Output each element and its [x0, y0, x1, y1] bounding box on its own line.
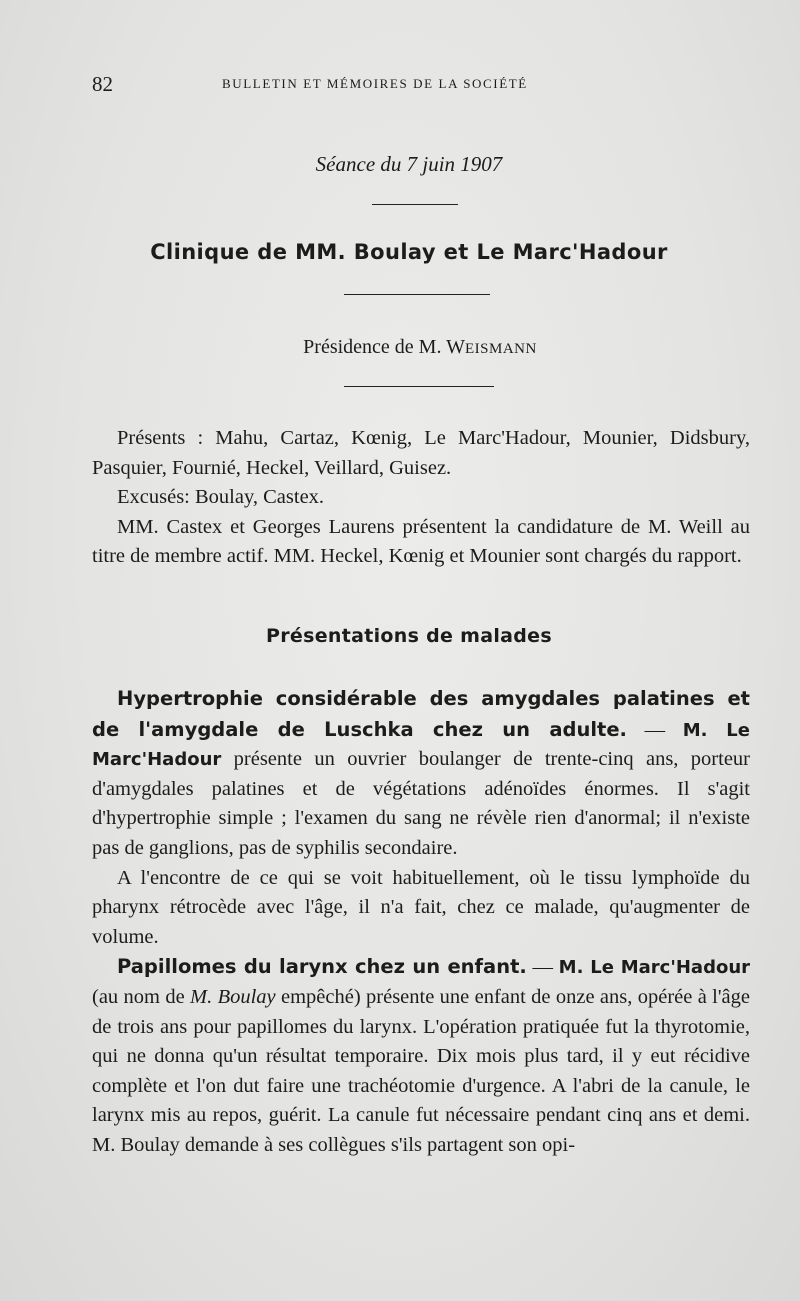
running-head: BULLETIN ET MÉMOIRES DE LA SOCIÉTÉ [222, 76, 528, 91]
case2-title: Papillomes du larynx chez un enfant. [117, 955, 527, 979]
case1-dash: — [626, 718, 683, 741]
page-number: 82 [92, 72, 113, 96]
case2-text-b: empêché) présente une enfant de onze ans, opérée à l'âge de trois ans pour papillomes du larynx. L'opération pratiquée fut la thyrotomie, qui ne donna qu'un résultat temporaire. Dix mois plus tard, il y eut récidive complète et l'on dut faire une trachéotomie d'urgence. A l'abri de la canule, le larynx mis au repos, guérit. La canule fut nécessaire pendant cinq ans et demi. M. Boulay demande à ses collègues s'ils partagent son opi- [92, 985, 750, 1156]
presents-paragraph: Présents : Mahu, Cartaz, Kœnig, Le Marc'Hadour, Mounier, Didsbury, Pasquier, Fournié, Heckel, Veillard, Guisez. [92, 427, 750, 479]
case2-dash: — [526, 956, 559, 979]
case2-presenter: M. Le Marc'Hadour [558, 957, 751, 979]
presidence-line [0, 336, 800, 359]
case2-paragraph [92, 952, 750, 1160]
clinic-title: Clinique de MM. Boulay et Le Marc'Hadour [150, 240, 668, 264]
case2-absent-name: M. Boulay [190, 985, 276, 1008]
case1-text: présente un ouvrier boulanger de trente-cinq ans, porteur d'amygdales palatines et de végétations adénoïdes énormes. Il s'agit d'hypertrophie simple ; l'examen du sang ne révèle rien d'anormal; il n'existe pas de ganglions, pas de syphilis secondaire. [92, 748, 750, 859]
attendance-block [92, 424, 750, 572]
president-name-rest: EISMANN [464, 341, 537, 357]
page-header [92, 72, 652, 98]
divider-rule [372, 204, 458, 205]
section-title: Présentations de malades [266, 625, 552, 647]
case1-paragraph [92, 684, 750, 864]
president-initial: W [446, 336, 465, 358]
case2-text-a: (au nom de [92, 985, 191, 1008]
divider-rule [344, 294, 490, 295]
case1-title: Hypertrophie considérable des amygdales palatines et de l'amygdale de Luschka chez un adulte. [92, 687, 750, 741]
excuses-paragraph: Excusés: Boulay, Castex. [117, 486, 325, 509]
candidature-paragraph: MM. Castex et Georges Laurens présentent la candidature de M. Weill au titre de membre actif. MM. Heckel, Kœnig et Mounier sont chargés du rapport. [92, 515, 750, 568]
presidence-prefix: Présidence de M. [303, 336, 447, 358]
case1-presenter: M. Le Marc'Hadour [92, 719, 750, 771]
divider-rule [344, 386, 494, 387]
session-date: Séance du 7 juin 1907 [315, 152, 503, 176]
case1-paragraph-2: A l'encontre de ce qui se voit habituellement, où le tissu lymphoïde du pharynx rétrocède avec l'âge, il n'a fait, chez ce malade, qu'augmenter de volume. [92, 866, 750, 948]
case-presentations [92, 684, 750, 1161]
